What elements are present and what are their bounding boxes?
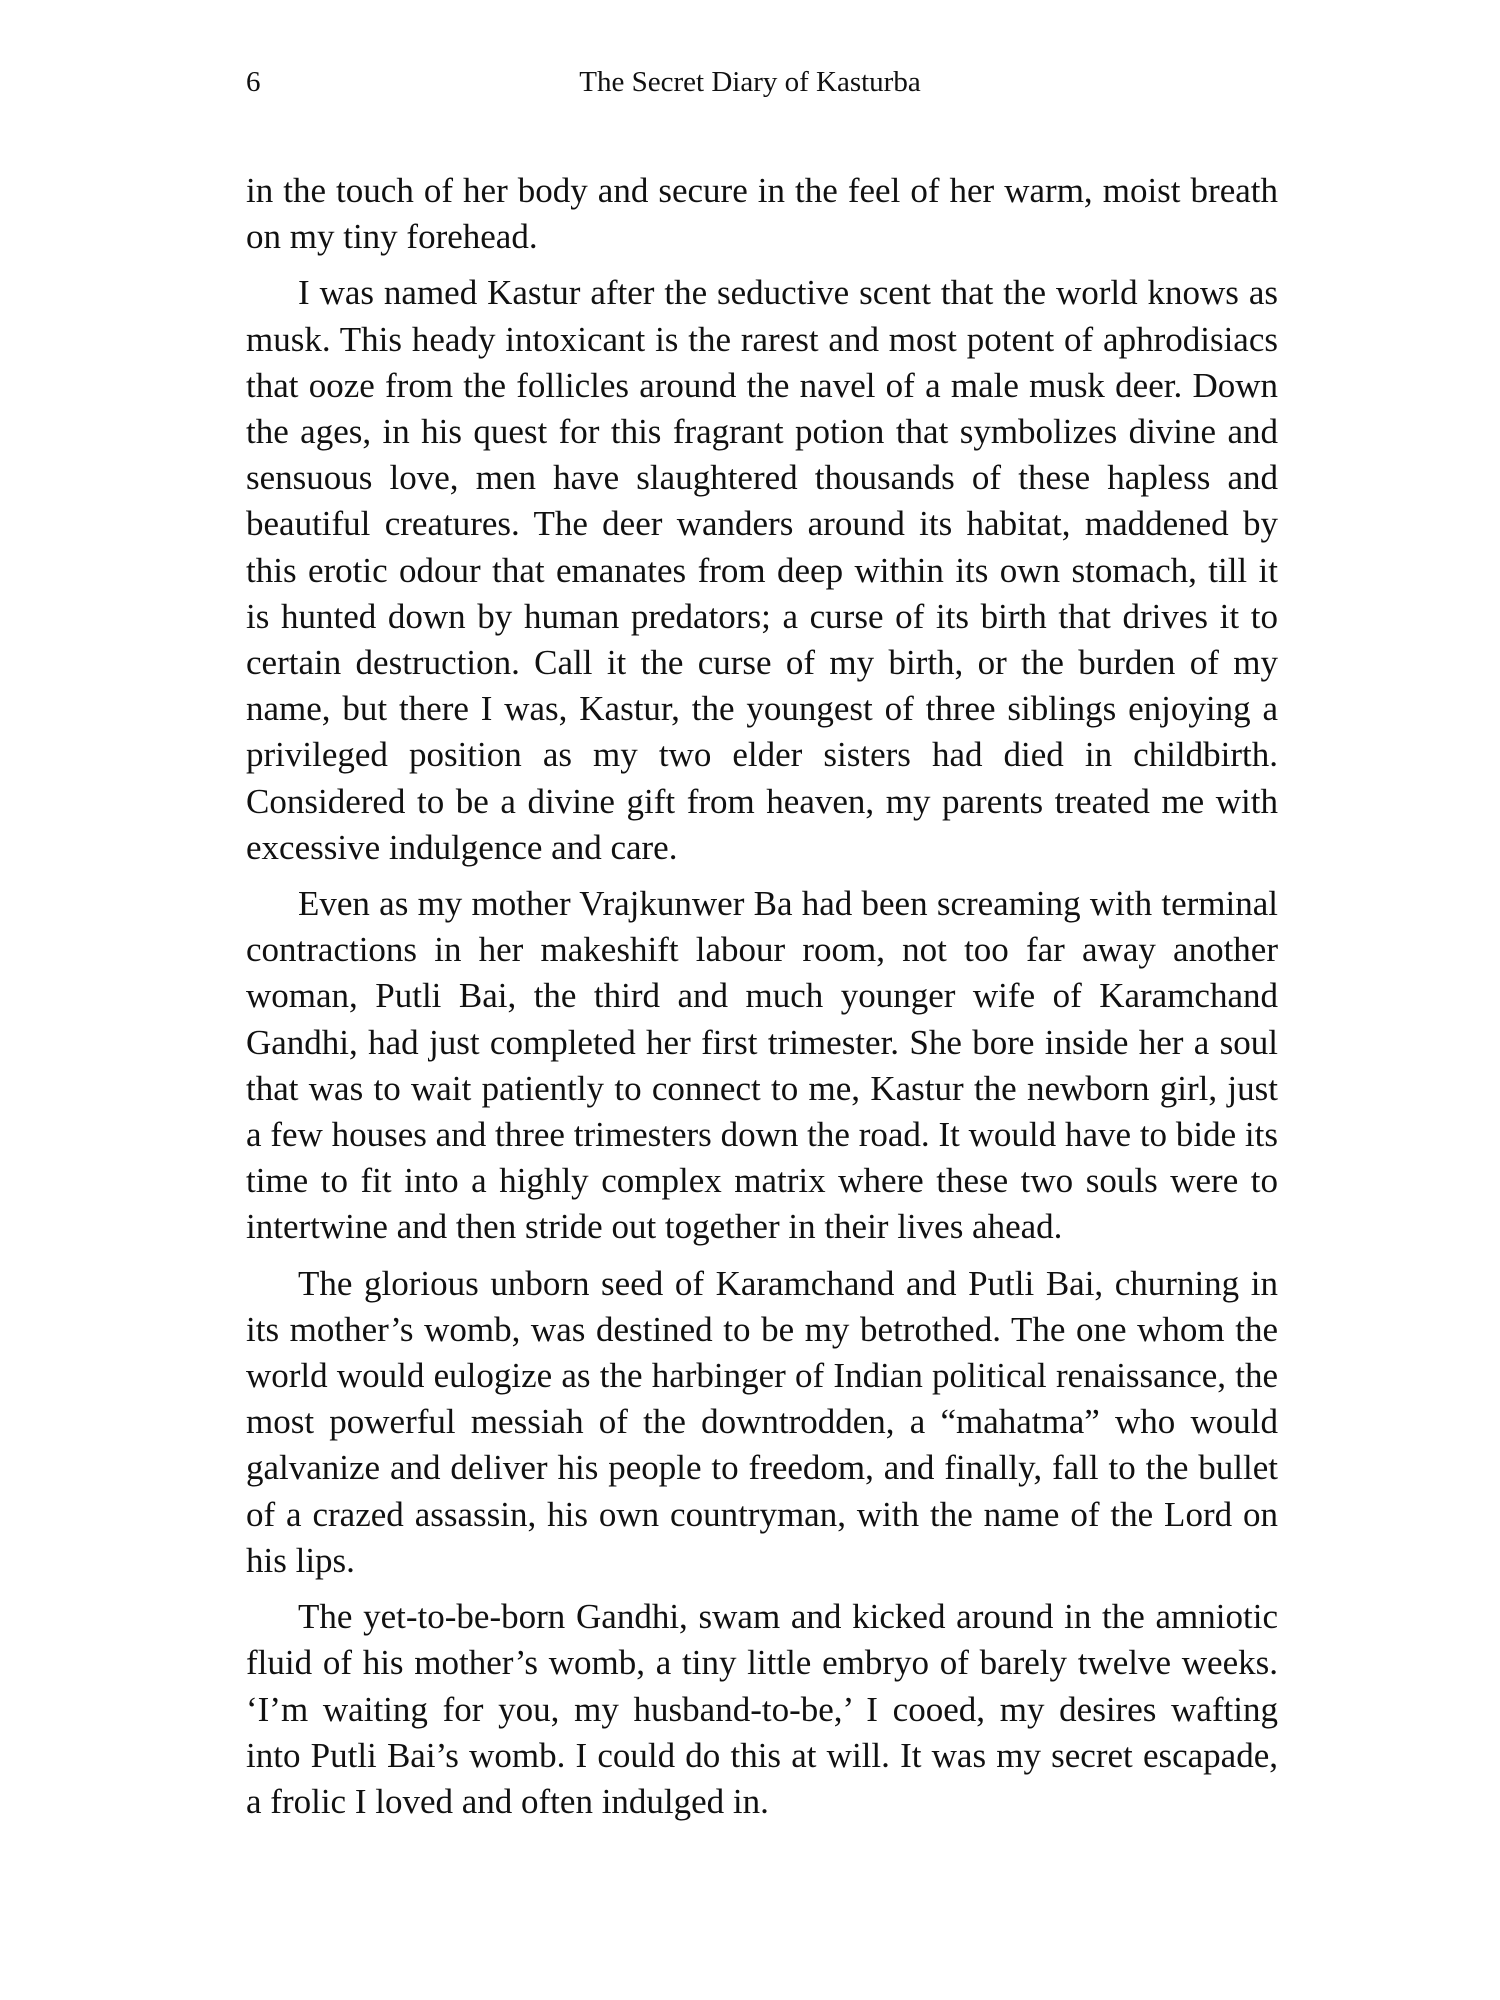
paragraph-continuation: in the touch of her body and secure in the feel of her warm, moist breath on my tiny forehead. <box>246 171 1278 257</box>
running-head <box>0 62 1500 102</box>
body-text <box>246 168 1278 1835</box>
page-number: 6 <box>246 66 261 98</box>
book-title: The Secret Diary of Kasturba <box>579 66 921 98</box>
paragraph: Even as my mother Vrajkunwer Ba had been screaming with terminal contractions in her makeshift labour room, not too far away another woman, Putli Bai, the third and much younger wife of Karamchand Gandhi, had just completed her first trimester. She bore inside her a soul that was to wait patiently to connect to me, Kastur the newborn girl, just a few houses and three trimesters down the road. It would have to bide its time to fit into a highly complex matrix where these two souls were to intertwine and then stride out together in their lives ahead. <box>246 884 1278 1247</box>
paragraph: The yet-to-be-born Gandhi, swam and kicked around in the amniotic fluid of his mother’s womb, a tiny little embryo of barely twelve weeks. ‘I’m waiting for you, my husband-to-be,’ I cooed, my desires wafting into Putli Bai’s womb. I could do this at will. It was my secret escapade, a frolic I loved and often indulged in. <box>246 1597 1278 1821</box>
paragraph: The glorious unborn seed of Karamchand and Putli Bai, churning in its mother’s womb, was destined to be my betrothed. The one whom the world would eulogize as the harbinger of Indian political renaissance, the most powerful messiah of the downtrodden, a “mahatma” who would galvanize and deliver his people to freedom, and finally, fall to the bullet of a crazed assassin, his own countryman, with the name of the Lord on his lips. <box>246 1263 1278 1580</box>
paragraph: I was named Kastur after the seductive scent that the world knows as musk. This heady intoxicant is the rarest and most potent of aphrodisiacs that ooze from the follicles around the navel of a male musk deer. Down the ages, in his quest for this fragrant potion that symbolizes divine and sensuous love, men have slaughtered thousands of these hapless and beautiful creatures. The deer wanders around its habitat, maddened by this erotic odour that emanates from deep within its own stomach, till it is hunted down by human predators; a curse of its birth that drives it to certain destruction. Call it the curse of my birth, or the burden of my name, but there I was, Kastur, the youngest of three siblings enjoying a privileged position as my two elder sisters had died in childbirth. Considered to be a divine gift from heaven, my parents treated me with excessive indulgence and care. <box>246 273 1278 867</box>
